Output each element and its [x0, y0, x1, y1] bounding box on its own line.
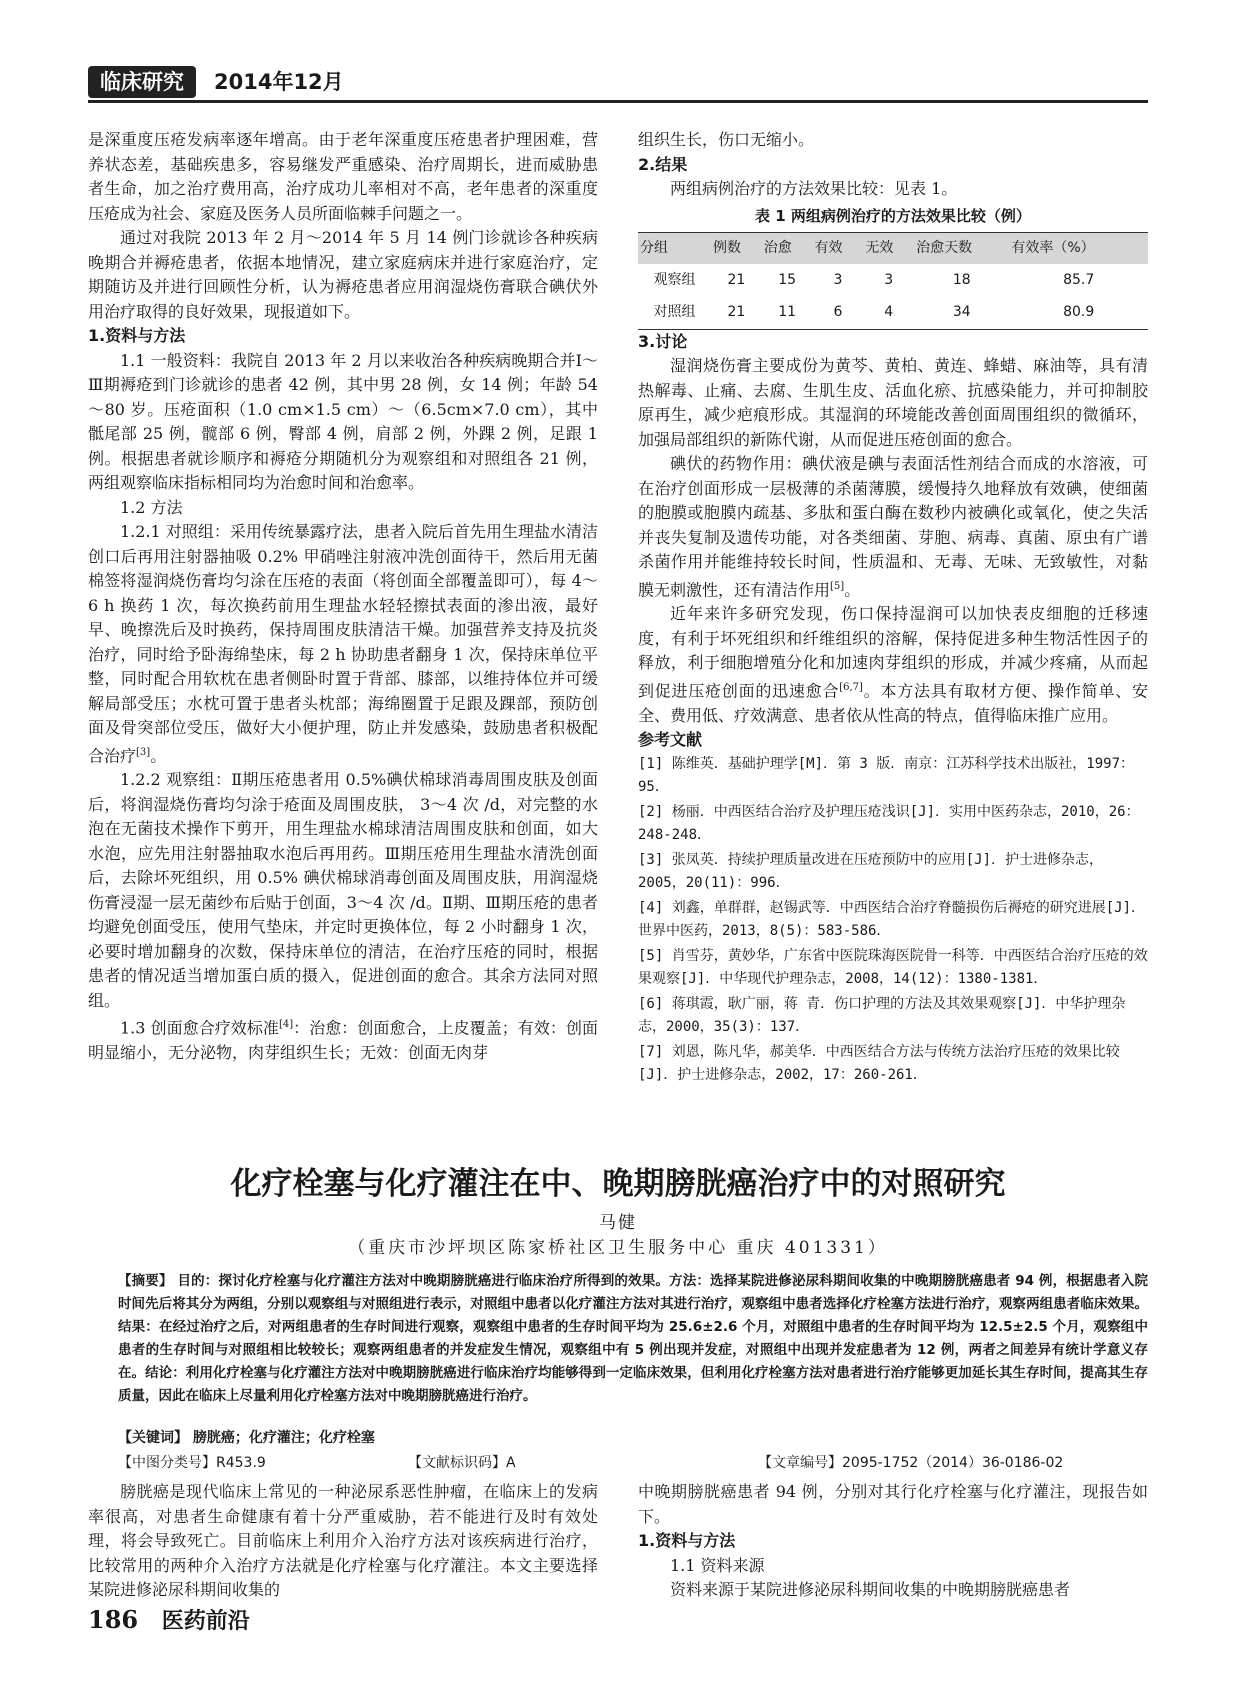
section-badge: 临床研究 [88, 66, 196, 98]
reference-item: [3] 张凤英．持续护理质量改进在压疮预防中的应用[J]．护士进修杂志，2005，20(11)：996． [638, 851, 1103, 891]
article-title: 化疗栓塞与化疗灌注在中、晚期膀胱癌治疗中的对照研究 [230, 1166, 1006, 1202]
subheading: 1.2 方法 [120, 497, 183, 517]
table-cell: 对照组 [638, 296, 711, 329]
subheading: 1.1 资料来源 [670, 1555, 765, 1575]
paragraph: 1.2.1 对照组：采用传统暴露疗法，患者入院后首先用生理盐水清洁创口后再用注射器抽吸 0.2% 甲硝唑注射液冲洗创面待干，然后用无菌棉签将湿润烧伤膏均匀涂在压疮的表面（将创面全部覆盖即可），每 4～6 h 换药 1 次，每次换药前用生理盐水轻轻擦拭表面的渗出液，最好早、晚擦洗后及时换药，保持周围皮肤清洁干燥。加强营养支持及抗炎治疗，同时给予卧海绵垫床，每 2 h 协助患者翻身 1 次，保持床单位平整，同时配合用软枕在患者侧卧时置于背部、膝部，以维持体位并可缓解局部受压；水枕可置于患者头枕部；海绵圈置于足跟及踝部，预防创面及骨突部位受压，做好大小便护理，防止并发感染，鼓励患者积极配合治疗[3]。 [88, 522, 598, 765]
table-cell: 6 [813, 296, 864, 329]
paragraph-text: 近年来许多研究发现，伤口保持湿润可以加快表皮细胞的迁移速度，有利于坏死组织和纤维组织的溶解，保持促进多种生物活性因子的释放，利于细胞增殖分化和加速肉芽组织的形成，并减少疼痛，从而起到促进压疮创面的迅速愈合 [638, 604, 1148, 701]
paragraph: 通过对我院 2013 年 2 月～2014 年 5 月 14 例门诊就诊各种疾病晚期合并褥疮患者，依据本地情况，建立家庭病床并进行家庭治疗，定期随访及并进行回顾性分析，认为褥疮患者应用润湿烧伤膏联合碘伏外用治疗取得的良好效果，现报道如下。 [88, 228, 598, 321]
page-header [88, 66, 1148, 102]
paragraph: 两组病例治疗的方法效果比较：见表 1。 [670, 179, 958, 198]
citation: [4] [278, 1019, 294, 1031]
issue-date: 2014年12月 [214, 70, 344, 94]
table-cell: 3 [833, 271, 843, 288]
results-table [638, 232, 1148, 330]
table-cell: 80.9 [1009, 296, 1148, 329]
paragraph: 是深重度压疮发病率逐年增高。由于老年深重度压疮患者护理困难，营养状态差，基础疾患多，容易继发严重感染、治疗周期长，进而威胁患者生命，加之治疗费用高，治疗成功儿率相对不高，老年患者的深重度压疮成为社会、家庭及医务人员所面临棘手问题之一。 [88, 130, 598, 223]
citation: [5] [830, 580, 845, 592]
table-cell: 观察组 [653, 271, 696, 288]
table-header: 治愈天数 [914, 233, 1009, 264]
table-header: 分组 [638, 233, 711, 264]
paragraph: 膀胱癌是现代临床上常见的一种泌尿系恶性肿瘤，在临床上的发病率很高，对患者生命健康有着十分严重威胁，若不能进行及时有效处理，将会导致死亡。目前临床上利用介入治疗方法对该疾病进行治疗，比较常用的两种介入治疗方法就是化疗栓塞与化疗灌注。本文主要选择某院进修泌尿科期间收集的 [88, 1482, 598, 1599]
table-header-row [638, 233, 1148, 264]
table-header: 有效 [813, 233, 864, 264]
paragraph-text: 。本方法具有取材方便、操作简单、安全、费用低、疗效满意、患者依从性高的特点，值得临床推广应用。 [638, 681, 1148, 725]
section-heading: 2.结果 [638, 154, 688, 174]
paragraph: 组织生长，伤口无缩小。 [638, 130, 815, 149]
table-cell: 21 [727, 271, 746, 288]
paragraph-text: 1.3 创面愈合疗效标准 [120, 1018, 279, 1038]
page-number: 186 [88, 1605, 139, 1634]
citation: [6,7] [839, 681, 863, 693]
table-header: 例数 [711, 233, 762, 264]
references-heading: 参考文献 [638, 730, 703, 750]
table-row [638, 264, 1148, 297]
reference-item: [1] 陈维英．基础护理学[M]．第 3 版．南京：江苏科学技术出版社，1997：95． [638, 755, 1135, 795]
citation: [3] [136, 746, 151, 758]
paragraph: 湿润烧伤膏主要成份为黄芩、黄柏、黄连、蜂蜡、麻油等，具有清热解毒、止痛、去腐、生肌生皮、活血化瘀、抗感染能力，并可抑制胶原再生，减少疤痕形成。其湿润的环境能改善创面周围组织的微循环，加强局部组织的新陈代谢，从而促进压疮创面的愈合。 [638, 356, 1148, 449]
reference-item: [5] 肖雪芬，黄妙华，广东省中医院珠海医院骨一科等．中西医结合治疗压疮的效果观察[J]．中华现代护理杂志，2008，14(12)：1380-1381． [638, 947, 1148, 987]
table-header: 无效 [863, 233, 914, 264]
journal-name: 医药前沿 [161, 1609, 250, 1634]
article-right-column [638, 1480, 1148, 1603]
article-number: 【文章编号】2095-1752（2014）36-0186-02 [758, 1455, 1064, 1471]
table-cell: 4 [863, 296, 914, 329]
paragraph: 1.1 一般资料：我院自 2013 年 2 月以来收治各种疾病晚期合并Ⅰ～Ⅲ期褥疮到门诊就诊的患者 42 例，其中男 28 例，女 14 例；年龄 54～80 岁。压疮面积（1.0 cm×1.5 cm）～（6.5cm×7.0 cm），其中骶尾部 25 例，髋部 6 例，臀部 4 例，肩部 2 例，外踝 2 例，足跟 1 例。根据患者就诊顺序和褥疮分期随机分为观察组和对照组各 21 例，两组观察临床指标相同均为治愈时间和治愈率。 [88, 350, 598, 492]
table-cell: 15 [778, 271, 797, 288]
document-code: 【文献标识码】A [408, 1455, 516, 1471]
table-cell: 21 [711, 296, 762, 329]
paragraph: 中晚期膀胱癌患者 94 例，分别对其行化疗栓塞与化疗灌注，现报告如下。 [638, 1482, 1148, 1526]
paragraph-text: 碘伏的药物作用：碘伏液是碘与表面活性剂结合而成的水溶液，可在治疗创面形成一层极薄的杀菌薄膜，缓慢持久地释放有效碘，使细菌的胞膜或胞膜内疏基、多肽和蛋白酶在数秒内被碘化或氧化，使之失活并丧失复制及遗传功能，对各类细菌、芽胞、病毒、真菌、原虫有广谱杀菌作用并能维持较长时间，性质温和、无毒、无味、无致敏性，对黏膜无刺激性，还有清洁作用 [638, 454, 1148, 599]
reference-item: [7] 刘恩，陈凡华，郝美华．中西医结合方法与传统方法治疗压疮的效果比较[J]．护士进修杂志，2002，17：260-261． [638, 1043, 1120, 1083]
page-footer [88, 1604, 250, 1635]
table-cell: 18 [952, 271, 971, 288]
table-cell: 3 [884, 271, 894, 288]
reference-item: [4] 刘鑫，单群群，赵锡武等．中西医结合治疗脊髓损伤后褥疮的研究进展[J]．世界中医药，2013，8(5)：583-586． [638, 899, 1145, 939]
article-author: 马健 [599, 1213, 637, 1233]
table-cell: 34 [914, 296, 1009, 329]
paragraph-text: 1.2.1 对照组：采用传统暴露疗法，患者入院后首先用生理盐水清洁创口后再用注射器抽吸 0.2% 甲硝唑注射液冲洗创面待干，然后用无菌棉签将湿润烧伤膏均匀涂在压疮的表面（将创面全部覆盖即可），每 4～6 h 换药 1 次，每次换药前用生理盐水轻轻擦拭表面的渗出液，最好早、晚擦洗后及时换药，保持周围皮肤清洁干燥。加强营养支持及抗炎治疗，同时给予卧海绵垫床，每 2 h 协助患者翻身 1 次，保持床单位平整，同时配合用软枕在患者侧卧时置于背部、膝部，以维持体位并可缓解局部受压；水枕可置于患者头枕部；海绵圈置于足跟及踝部，预防创面及骨突部位受压，做好大小便护理，防止并发感染，鼓励患者积极配合治疗 [88, 522, 598, 765]
table-cell: 85.7 [1063, 271, 1095, 288]
clc-number: 【中图分类号】R453.9 [118, 1455, 266, 1471]
paragraph: 碘伏的药物作用：碘伏液是碘与表面活性剂结合而成的水溶液，可在治疗创面形成一层极薄的杀菌薄膜，缓慢持久地释放有效碘，使细菌的胞膜或胞膜内疏基、多肽和蛋白酶在数秒内被碘化或氧化，使之失活并丧失复制及遗传功能，对各类细菌、芽胞、病毒、真菌、原虫有广谱杀菌作用并能维持较长时间，性质温和、无毒、无味、无致敏性，对黏膜无刺激性，还有清洁作用[5]。 [638, 454, 1148, 599]
reference-item: [2] 杨丽．中西医结合治疗及护理压疮浅识[J]．实用中医药杂志，2010，26：248-248． [638, 803, 1140, 843]
section-heading: 3.讨论 [638, 331, 688, 351]
paragraph: 1.2.2 观察组：Ⅱ期压疮患者用 0.5%碘伏棉球消毒周围皮肤及创面后，将润湿烧伤膏均匀涂于疮面及周围皮肤， 3～4 次 /d，对完整的水泡在无菌技术操作下剪开，用生理盐水棉球清洁周围皮肤和创面，如大水泡，应先用注射器抽取水泡后再用药。Ⅲ期压疮用生理盐水清洗创面后，去除坏死组织，用 0.5% 碘伏棉球消毒创面及周围皮肤，用润湿烧伤膏浸湿一层无菌纱布后贴于创面，3～4 次 /d。Ⅱ期、Ⅲ期压疮的患者均避免创面受压，使用气垫床，并定时更换体位，每 2 小时翻身 1 次，必要时增加翻身的次数，保持床单位的清洁，在治疗压疮的同时，根据患者的情况适当增加蛋白质的摄入，促进创面的愈合。其余方法同对照组。 [88, 770, 598, 1010]
keywords: 【关键词】 膀胱癌；化疗灌注；化疗栓塞 [118, 1430, 375, 1446]
right-column [638, 128, 1148, 1089]
header-rule [88, 100, 1148, 103]
table-row [638, 296, 1148, 329]
paragraph: 资料来源于某院进修泌尿科期间收集的中晚期膀胱癌患者 [670, 1580, 1071, 1599]
section-heading: 1.资料与方法 [638, 1531, 736, 1550]
article-affiliation: （重庆市沙坪坝区陈家桥社区卫生服务中心 重庆 401331） [348, 1238, 888, 1258]
paragraph [88, 1013, 598, 1065]
table-cell: 11 [762, 296, 813, 329]
abstract: 【摘要】 目的：探讨化疗栓塞与化疗灌注方法对中晚期膀胱癌进行临床治疗所得到的效果。方法：选择某院进修泌尿科期间收集的中晚期膀胱癌患者 94 例，根据患者入院时间先后将其分为两组，分别以观察组与对照组进行表示，对照组中患者以化疗灌注方法对其进行治疗，观察组中患者选择化疗栓塞方法进行治疗，观察两组患者临床效果。结果：在经过治疗之后，对两组患者的生存时间进行观察，观察组中患者的生存时间平均为 25.6±2.6 个月，对照组中患者的生存时间平均为 12.5±2.5 个月，观察组中患者的生存时间与对照组相比较较长；观察两组患者的并发症发生情况，观察组中有 5 例出现并发症，对照组中出现并发症患者为 12 例，两者之间差异有统计学意义存在。结论：利用化疗栓塞与化疗灌注方法对中晚期膀胱癌进行临床治疗均能够得到一定临床效果，但利用化疗栓塞方法对患者进行治疗能够更加延长其生存时间，提高其生存质量，因此在临床上尽量利用化疗栓塞方法对中晚期膀胱癌进行治疗。 [118, 1273, 1148, 1404]
reference-list [638, 753, 1148, 1087]
left-column [88, 128, 598, 1066]
table-header: 治愈 [762, 233, 813, 264]
section-heading: 1.资料与方法 [88, 326, 186, 345]
reference-item: [6] 蒋琪霞，耿广丽，蒋 青．伤口护理的方法及其效果观察[J]．中华护理杂志，2000，35(3)：137． [638, 995, 1126, 1035]
table-header: 有效率（%） [1009, 233, 1148, 264]
paragraph-text: ：治愈：创面愈合，上皮覆盖；有效：创面明显缩小，无分泌物，肉芽组织生长；无效：创面无肉芽 [88, 1018, 598, 1063]
article-left-column [88, 1480, 598, 1603]
classification-line [118, 1452, 1148, 1474]
paragraph [638, 602, 1148, 728]
table-caption: 表 1 两组病例治疗的方法效果比较（例） [755, 206, 1031, 225]
